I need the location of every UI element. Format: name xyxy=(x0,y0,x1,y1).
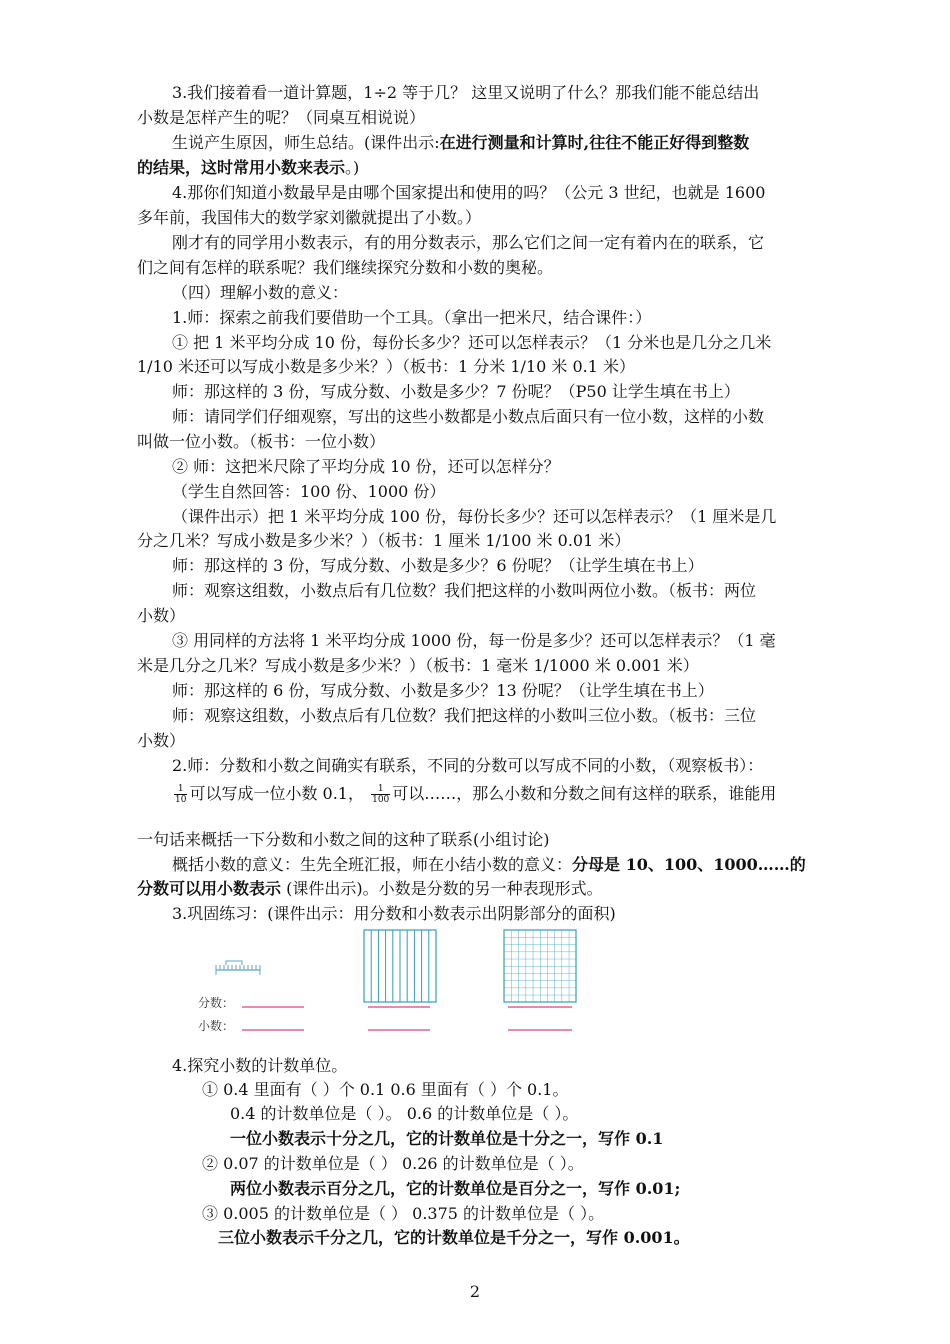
page-number: 2 xyxy=(469,1282,481,1301)
text-line: 师：那这样的 3 份，写成分数、小数是多少？7 份呢？（P50 让学生填在书上） xyxy=(172,382,740,401)
summary-line: 一位小数表示十分之几，它的计数单位是十分之一，写作 0.1 xyxy=(230,1129,664,1148)
text-line: 0.4 的计数单位是（ ）。 0.6 的计数单位是（ ）。 xyxy=(230,1104,579,1123)
hundredths-grid xyxy=(504,930,576,1002)
text-line: 米是几分之几米？写成小数是多少米？）（板书：1 毫米 1/1000 米 0.001 米） xyxy=(137,656,699,675)
text-line: 生说产生原因，师生总结。(课件出示:在进行测量和计算时,往往不能正好得到整数 xyxy=(172,133,750,152)
fraction-label: 分数： xyxy=(198,996,235,1010)
text-line: 小数是怎样产生的呢？（同桌互相说说） xyxy=(137,108,426,127)
text-line: 师：请同学们仔细观察，写出的这些小数都是小数点后面只有一位小数，这样的小数 xyxy=(172,407,765,426)
text-line: 们之间有怎样的联系呢？我们继续探究分数和小数的奥秘。 xyxy=(137,258,554,277)
text-line: 师：那这样的 3 份，写成分数、小数是多少？6 份呢？（让学生填在书上） xyxy=(172,556,704,575)
text-line: 叫做一位小数。（板书：一位小数） xyxy=(137,432,386,451)
summary-line: 两位小数表示百分之几，它的计数单位是百分之一，写作 0.01; xyxy=(230,1179,681,1198)
text-line: （学生自然回答：100 份、1000 份） xyxy=(172,482,446,501)
ruler-icon xyxy=(216,961,260,975)
text-line: 师：那这样的 6 份，写成分数、小数是多少？13 份呢？（让学生填在书上） xyxy=(172,681,714,700)
text-line: 3.巩固练习：(课件出示：用分数和小数表示出阴影部分的面积) xyxy=(172,904,616,923)
fraction-one-hundredth: $\frac{1}{100}$ xyxy=(372,784,390,805)
text-line: 师：观察这组数，小数点后有几位数？我们把这样的小数叫两位小数。（板书：两位 xyxy=(172,581,757,600)
text-line: 分之几米？写成小数是多少米？）（板书：1 厘米 1/100 米 0.01 米） xyxy=(137,531,631,550)
exercise-figure xyxy=(198,918,598,1043)
decimal-label: 小数： xyxy=(198,1019,235,1033)
summary-line: 三位小数表示千分之几，它的计数单位是千分之一，写作 0.001。 xyxy=(218,1228,690,1247)
tenths-grid xyxy=(364,930,436,1002)
text-line: 多年前，我国伟大的数学家刘徽就提出了小数。） xyxy=(137,208,482,227)
text-line: 一句话来概括一下分数和小数之间的这种了联系(小组讨论) xyxy=(137,830,550,849)
text-line: 师：观察这组数，小数点后有几位数？我们把这样的小数叫三位小数。（板书：三位 xyxy=(172,706,757,725)
text-line: 4.那你们知道小数最早是由哪个国家提出和使用的吗？（公元 3 世纪，也就是 1600 xyxy=(172,183,766,202)
text-line: 小数） xyxy=(137,606,186,625)
text-line: $\frac{1}{10}$ 可以写成一位小数 0.1， $\frac{1}{100}$ 可以……，那么小数和分数之间有这样的联系，谁能用 xyxy=(175,784,777,805)
fraction-one-tenth: $\frac{1}{10}$ xyxy=(175,784,187,805)
text-line: 4.探究小数的计数单位。 xyxy=(172,1056,348,1075)
section-heading: （四）理解小数的意义： xyxy=(172,283,349,302)
text-line: ② 师：这把米尺除了平均分成 10 份，还可以怎样分？ xyxy=(172,457,560,476)
text-line: 1.师：探索之前我们要借助一个工具。（拿出一把米尺，结合课件：） xyxy=(172,308,652,327)
text-line: ① 0.4 里面有（ ）个 0.1 0.6 里面有（ ）个 0.1。 xyxy=(202,1080,569,1099)
text-line: 刚才有的同学用小数表示，有的用分数表示，那么它们之间一定有着内在的联系，它 xyxy=(172,233,765,252)
text-line: 2.师：分数和小数之间确实有联系，不同的分数可以写成不同的小数，（观察板书）： xyxy=(172,756,764,775)
text-line: 分数可以用小数表示 (课件出示)。小数是分数的另一种表现形式。 xyxy=(137,879,603,898)
text-line: 的结果，这时常用小数来表示。) xyxy=(137,158,360,177)
text-line: 概括小数的意义：生先全班汇报，师在小结小数的意义：分母是 10、100、1000……的 xyxy=(172,855,806,874)
text-line: 3.我们接着看一道计算题，1÷2 等于几？ 这里又说明了什么？那我们能不能总结出 xyxy=(172,83,760,102)
text-line: （课件出示）把 1 米平均分成 100 份，每份长多少？还可以怎样表示？（1 厘米是几 xyxy=(172,507,777,526)
text-line: 小数） xyxy=(137,731,186,750)
text-line: 1/10 米还可以写成小数是多少米？）（板书：1 分米 1/10 米 0.1 米） xyxy=(137,357,636,376)
text-line: ③ 0.005 的计数单位是（ ） 0.375 的计数单位是（ ）。 xyxy=(202,1204,605,1223)
text-line: ② 0.07 的计数单位是（ ） 0.26 的计数单位是（ ）。 xyxy=(202,1154,584,1173)
text-line: ③ 用同样的方法将 1 米平均分成 1000 份，每一份是多少？还可以怎样表示？（1 毫 xyxy=(172,631,776,650)
text-line: ① 把 1 米平均分成 10 份，每份长多少？还可以怎样表示？（1 分米也是几分之几米 xyxy=(172,333,772,352)
